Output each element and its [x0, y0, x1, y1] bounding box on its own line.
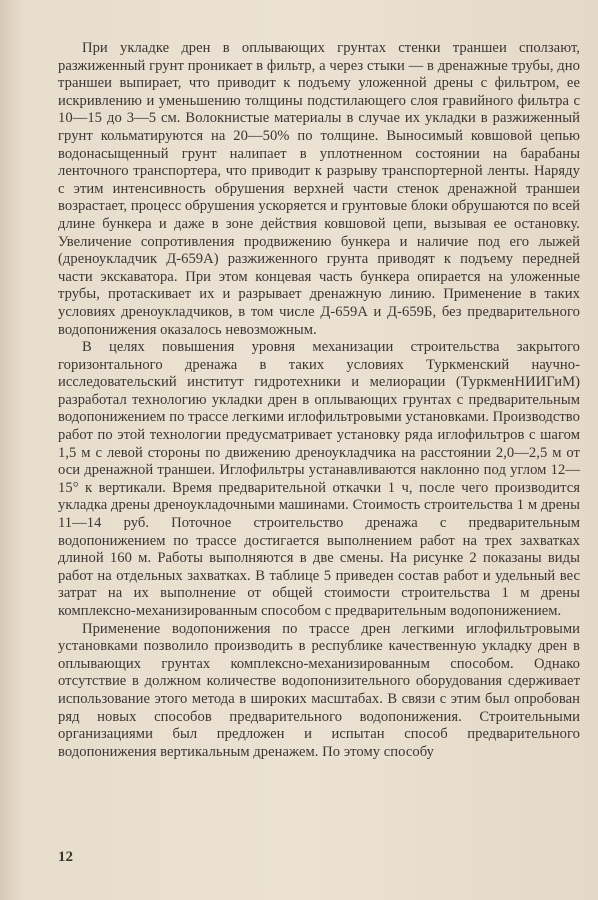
- page-number: 12: [58, 849, 73, 865]
- paragraph-1: При укладке дрен в оплывающих грунтах стенки траншеи сползают, разжиженный грунт проникает в фильтр, а через стыки — в дренажные трубы, дно траншеи выпирает, что приводит к подъему уложенной дрены с фильтром, ее искривлению и уменьшению толщины подстилающего слоя гравийного фильтра с 10—15 до 3—5 см. Волокнистые материалы в случае их укладки в разжиженный грунт кольматируются на 20—50% по толщине. Выносимый ковшовой цепью водонасыщенный грунт налипает в уплотненном состоянии на барабаны ленточного транспортера, что приводит к разрыву транспортерной ленты. Наряду с этим интенсивность обрушения верхней части стенок дренажной траншеи возрастает, процесс обрушения ускоряется и грунтовые блоки обрушаются по всей длине бункера и даже в зоне действия ковшовой цепи, вызывая ее остановку. Увеличение сопротивления продвижению бункера и наличие под его лыжей (дреноукладчик Д-659А) разжиженного грунта приводят к подъему передней части экскаватора. При этом концевая часть бункера опирается на уложенные трубы, протаскивает их и разрывает дренажную линию. Применение в таких условиях дреноукладчиков, в том числе Д-659А и Д-659Б, без предварительного водопонижения оказалось невозможным.: [58, 40, 580, 338]
- paragraph-2: В целях повышения уровня механизации строительства закрытого горизонтального дренажа в таких условиях Туркменский научно-исследовательский институт гидротехники и мелиорации (ТуркменНИИГиМ) разработал технологию укладки дрен в оплывающих грунтах с предварительным водопонижением по трассе легкими иглофильтровыми установками. Производство работ по этой технологии предусматривает установку ряда иглофильтров с шагом 1,5 м с левой стороны по движению дреноукладчика на расстоянии 2,0—2,5 м от оси дренажной траншеи. Иглофильтры устанавливаются наклонно под углом 12—15° к вертикали. Время предварительной откачки 1 ч, после чего производится укладка дрены дреноукладочными машинами. Стоимость строительства 1 м дрены 11—14 руб. Поточное строительство дренажа с предварительным водопонижением по трассе достигается выполнением работ на трех захватках длиной 160 м. Работы выполняются в две смены. На рисунке 2 показаны виды работ на отдельных захватках. В таблице 5 приведен состав работ и удельный вес затрат на их выполнение от общей стоимости строительства 1 м дрены комплексно-механизированным способом с предварительным водопонижением.: [58, 339, 580, 619]
- paragraph-3: Применение водопонижения по трассе дрен легкими иглофильтровыми установками позволило производить в республике качественную укладку дрен в оплывающих грунтах комплексно-механизированным способом. Однако отсутствие в должном количестве водопонизительного оборудования сдерживает использование этого метода в широких масштабах. В связи с этим был опробован ряд новых способов предварительного водопонижения. Строительными организациями был предложен и испытан способ предварительного водопонижения вертикальным дренажем. По этому способу: [58, 620, 580, 760]
- body-text: [58, 40, 580, 761]
